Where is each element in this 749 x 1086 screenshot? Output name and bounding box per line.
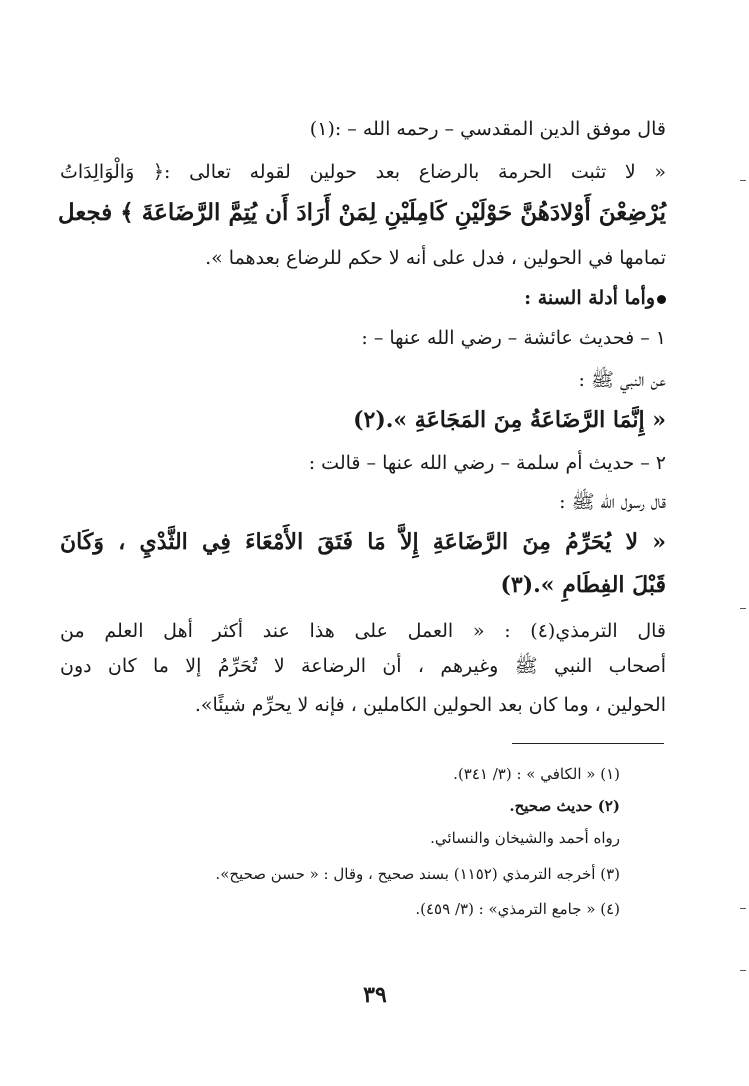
scan-edge-mark: [740, 608, 746, 609]
footnote-1: (١) « الكافي » : (٣/ ٣٤١).: [453, 765, 620, 783]
scan-edge-mark: [740, 180, 746, 181]
footnote-divider: [512, 743, 664, 744]
hadith-1-attribution: عن النبي ﷺ :: [578, 369, 666, 391]
footnote-2: (٢) حديث صحيح.: [509, 797, 620, 815]
quote-line-3: تمامها في الحولين ، فدل على أنه لا حكم للرضاع بعدهما ».: [205, 247, 666, 269]
hadith-1-text: « إِنَّمَا الرَّضَاعَةُ مِنَ المَجَاعَةِ ».(٢): [353, 407, 666, 433]
tirmidhi-line-2: أصحاب النبي ﷺ وغيرهم ، أن الرضاعة لا تُحَرِّمُ إلا ما كان دون: [60, 655, 666, 677]
page-number: ٣٩: [363, 982, 387, 1008]
intro-line: قال موفق الدين المقدسي – رحمه الله – :(١): [309, 118, 666, 140]
hadith-1-intro: ١ – فحديث عائشة – رضي الله عنها – :: [361, 327, 666, 349]
quran-verse-line: يُرْضِعْنَ أَوْلادَهُنَّ حَوْلَيْنِ كَامِلَيْنِ لِمَنْ أَرَادَ أَن يُتِمَّ الرَّضَاعَةَ ﴾ فجعل: [57, 199, 666, 226]
tirmidhi-line-1: قال الترمذي(٤) : « العمل على هذا عند أكثر أهل العلم من: [60, 620, 667, 642]
footnote-3: (٣) أخرجه الترمذي (١١٥٢) بسند صحيح ، وقال : « حسن صحيح».: [215, 865, 620, 883]
tirmidhi-line-3: الحولين ، وما كان بعد الحولين الكاملين ، فإنه لا يحرِّم شيئًا».: [194, 694, 666, 716]
section-heading-text: وأما أدلة السنة :: [524, 287, 655, 309]
quote-line-1: « لا تثبت الحرمة بالرضاع بعد حولين لقوله تعالى :﴿ وَالْوَالِدَاتُ: [60, 161, 666, 183]
hadith-2-intro: ٢ – حديث أم سلمة – رضي الله عنها – قالت :: [308, 452, 666, 474]
footnote-2-note: رواه أحمد والشيخان والنسائي.: [430, 829, 620, 847]
scan-edge-mark: [740, 908, 746, 909]
bullet-icon: [657, 295, 666, 304]
section-heading: [60, 283, 666, 313]
hadith-2-attribution: قال رسول الله ﷺ :: [559, 491, 666, 513]
footnote-4: (٤) « جامع الترمذي» : (٣/ ٤٥٩).: [415, 900, 620, 918]
scan-edge-mark: [740, 970, 746, 971]
hadith-2-text-line-1: « لا يُحَرِّمُ مِنَ الرَّضَاعَةِ إِلاَّ مَا فَتَقَ الأَمْعَاءَ فِي الثَّدْيِ ، وَكَانَ: [60, 529, 666, 555]
hadith-2-text-line-2: قَبْلَ الفِطَامِ ».(٣): [500, 572, 666, 598]
